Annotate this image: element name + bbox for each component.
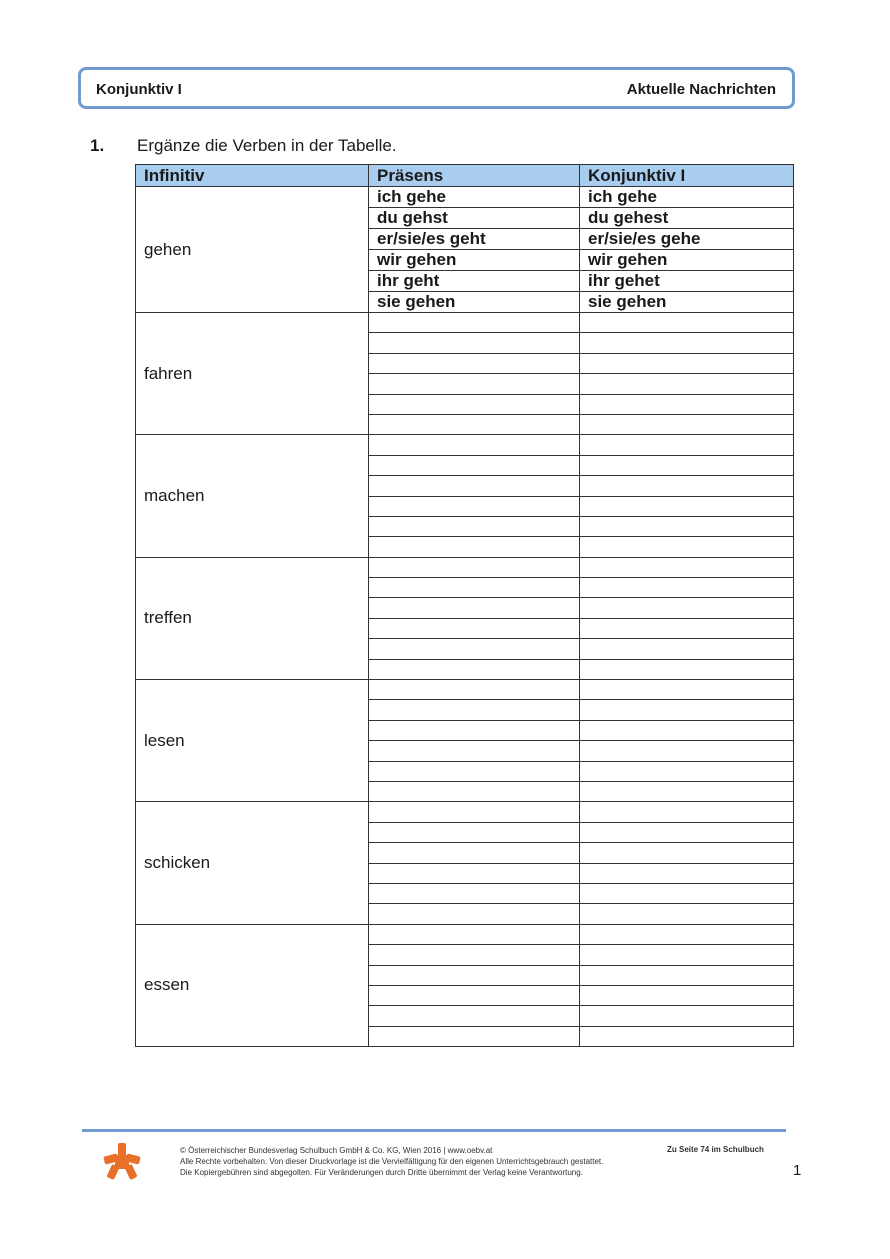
konjunktiv-answer-cell[interactable] (580, 1006, 794, 1026)
praesens-answer-cell[interactable] (369, 904, 580, 924)
konjunktiv-answer-cell[interactable] (580, 394, 794, 414)
table-body (136, 187, 794, 1047)
infinitive-cell: essen (136, 924, 369, 1046)
konjunktiv-answer-cell[interactable] (580, 353, 794, 373)
praesens-answer-cell[interactable] (369, 578, 580, 598)
konjunktiv-answer-cell[interactable] (580, 333, 794, 353)
praesens-answer-cell[interactable] (369, 761, 580, 781)
praesens-answer-cell[interactable] (369, 516, 580, 536)
konjunktiv-answer-cell[interactable] (580, 313, 794, 333)
konjunktiv-answer-cell[interactable] (580, 516, 794, 536)
praesens-answer-cell[interactable] (369, 945, 580, 965)
table-row (136, 924, 794, 944)
praesens-answer-cell[interactable] (369, 313, 580, 333)
praesens-answer-cell[interactable] (369, 496, 580, 516)
table-row (136, 435, 794, 455)
table-row (136, 557, 794, 577)
konjunktiv-answer-cell[interactable] (580, 557, 794, 577)
footer-line-2: Alle Rechte vorbehalten. Von dieser Druckvorlage ist die Vervielfältigung für den eigenen Unterrichtsgebrauch gestattet. (180, 1157, 604, 1166)
task-instruction: Ergänze die Verben in der Tabelle. (137, 136, 397, 155)
praesens-answer-cell[interactable] (369, 843, 580, 863)
praesens-answer-cell[interactable] (369, 333, 580, 353)
praesens-answer-cell[interactable] (369, 802, 580, 822)
konjunktiv-cell: du gehest (580, 208, 794, 229)
footer-copyright (180, 1145, 603, 1178)
konjunktiv-answer-cell[interactable] (580, 496, 794, 516)
konjunktiv-answer-cell[interactable] (580, 924, 794, 944)
konjunktiv-answer-cell[interactable] (580, 618, 794, 638)
konjunktiv-answer-cell[interactable] (580, 680, 794, 700)
footer-line-1: © Österreichischer Bundesverlag Schulbuch GmbH & Co. KG, Wien 2016 | www.oebv.at (180, 1146, 493, 1155)
infinitive-cell: treffen (136, 557, 369, 679)
page-number: 1 (793, 1162, 802, 1179)
praesens-answer-cell[interactable] (369, 414, 580, 434)
konjunktiv-answer-cell[interactable] (580, 700, 794, 720)
infinitive-cell: schicken (136, 802, 369, 924)
infinitive-cell: lesen (136, 680, 369, 802)
konjunktiv-cell: er/sie/es gehe (580, 229, 794, 250)
infinitive-cell: machen (136, 435, 369, 557)
textbook-reference: Zu Seite 74 im Schulbuch (667, 1145, 764, 1154)
verb-table (135, 164, 794, 1047)
konjunktiv-answer-cell[interactable] (580, 802, 794, 822)
praesens-cell: ich gehe (369, 187, 580, 208)
infinitive-cell: fahren (136, 313, 369, 435)
table-row (136, 802, 794, 822)
praesens-cell: er/sie/es geht (369, 229, 580, 250)
praesens-answer-cell[interactable] (369, 353, 580, 373)
praesens-answer-cell[interactable] (369, 700, 580, 720)
konjunktiv-answer-cell[interactable] (580, 863, 794, 883)
konjunktiv-answer-cell[interactable] (580, 476, 794, 496)
praesens-answer-cell[interactable] (369, 455, 580, 475)
praesens-cell: wir gehen (369, 250, 580, 271)
praesens-answer-cell[interactable] (369, 720, 580, 740)
praesens-answer-cell[interactable] (369, 883, 580, 903)
konjunktiv-answer-cell[interactable] (580, 374, 794, 394)
worksheet-title: Konjunktiv I (96, 81, 182, 98)
praesens-answer-cell[interactable] (369, 822, 580, 842)
praesens-answer-cell[interactable] (369, 476, 580, 496)
header-box (78, 67, 795, 109)
konjunktiv-answer-cell[interactable] (580, 822, 794, 842)
table-header-row (136, 165, 794, 187)
praesens-answer-cell[interactable] (369, 374, 580, 394)
konjunktiv-answer-cell[interactable] (580, 945, 794, 965)
konjunktiv-cell: ihr gehet (580, 271, 794, 292)
praesens-answer-cell[interactable] (369, 618, 580, 638)
konjunktiv-answer-cell[interactable] (580, 843, 794, 863)
praesens-answer-cell[interactable] (369, 659, 580, 679)
praesens-answer-cell[interactable] (369, 680, 580, 700)
praesens-cell: du gehst (369, 208, 580, 229)
konjunktiv-answer-cell[interactable] (580, 659, 794, 679)
table-row (136, 680, 794, 700)
footer-divider (82, 1129, 786, 1132)
praesens-answer-cell[interactable] (369, 781, 580, 801)
footer-line-3: Die Kopiergebühren sind abgegolten. Für Veränderungen durch Dritte übernimmt der Verlag keine Verantwortung. (180, 1168, 583, 1177)
konjunktiv-answer-cell[interactable] (580, 741, 794, 761)
publisher-logo-icon (101, 1141, 143, 1181)
praesens-answer-cell[interactable] (369, 741, 580, 761)
task-number: 1. (90, 136, 105, 155)
konjunktiv-answer-cell[interactable] (580, 639, 794, 659)
konjunktiv-answer-cell[interactable] (580, 761, 794, 781)
praesens-cell: ihr geht (369, 271, 580, 292)
konjunktiv-answer-cell[interactable] (580, 904, 794, 924)
konjunktiv-answer-cell[interactable] (580, 455, 794, 475)
konjunktiv-cell: wir gehen (580, 250, 794, 271)
praesens-answer-cell[interactable] (369, 435, 580, 455)
column-header-infinitiv: Infinitiv (136, 165, 369, 187)
konjunktiv-answer-cell[interactable] (580, 1026, 794, 1046)
praesens-answer-cell[interactable] (369, 557, 580, 577)
praesens-answer-cell[interactable] (369, 394, 580, 414)
konjunktiv-answer-cell[interactable] (580, 578, 794, 598)
praesens-cell: sie gehen (369, 292, 580, 313)
column-header-praesens: Präsens (369, 165, 580, 187)
konjunktiv-cell: sie gehen (580, 292, 794, 313)
table-row (136, 187, 794, 208)
table-row (136, 313, 794, 333)
praesens-answer-cell[interactable] (369, 863, 580, 883)
praesens-answer-cell[interactable] (369, 1026, 580, 1046)
praesens-answer-cell[interactable] (369, 598, 580, 618)
praesens-answer-cell[interactable] (369, 985, 580, 1005)
infinitive-cell: gehen (136, 187, 369, 313)
konjunktiv-answer-cell[interactable] (580, 965, 794, 985)
konjunktiv-answer-cell[interactable] (580, 598, 794, 618)
konjunktiv-answer-cell[interactable] (580, 414, 794, 434)
praesens-answer-cell[interactable] (369, 639, 580, 659)
column-header-konjunktiv: Konjunktiv I (580, 165, 794, 187)
konjunktiv-cell: ich gehe (580, 187, 794, 208)
konjunktiv-answer-cell[interactable] (580, 883, 794, 903)
konjunktiv-answer-cell[interactable] (580, 537, 794, 557)
praesens-answer-cell[interactable] (369, 537, 580, 557)
konjunktiv-answer-cell[interactable] (580, 435, 794, 455)
konjunktiv-answer-cell[interactable] (580, 781, 794, 801)
konjunktiv-answer-cell[interactable] (580, 720, 794, 740)
praesens-answer-cell[interactable] (369, 1006, 580, 1026)
unit-title: Aktuelle Nachrichten (626, 81, 776, 98)
konjunktiv-answer-cell[interactable] (580, 985, 794, 1005)
praesens-answer-cell[interactable] (369, 924, 580, 944)
praesens-answer-cell[interactable] (369, 965, 580, 985)
